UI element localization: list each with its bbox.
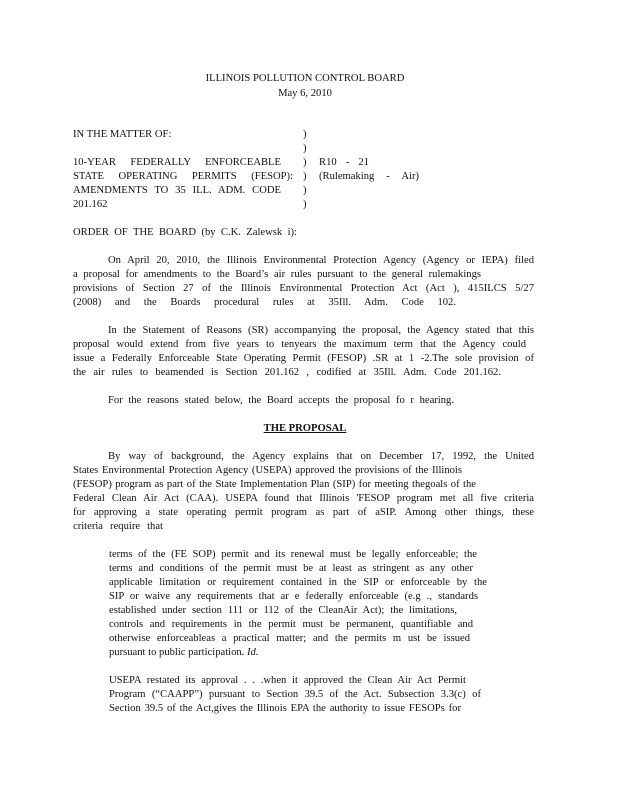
docket-number: R10 - 21 (319, 157, 369, 168)
paragraph-line: criteria require that (73, 521, 163, 532)
quote-line: established under section 111 or 112 of the CleanAir Act); the limitations, (109, 605, 457, 616)
paragraph-line: the air rules to beamended is Section 201.162 , codified at 35Ill. Adm. Code 201.162. (73, 367, 501, 378)
paragraph-line: for approving a state operating permit program as part of aSIP. Among other things, these (73, 507, 534, 518)
caption-paren: ) (303, 185, 307, 196)
quote-line: terms and conditions of the permit must be at least as stringent as any other (109, 563, 473, 574)
quote-line: terms of the (FE SOP) permit and its renewal must be legally enforceable; the (109, 549, 477, 560)
paragraph-line: By way of background, the Agency explains that on December 17, 1992, the United (108, 451, 534, 462)
paragraph-line: issue a Federally Enforceable State Operating Permit (FESOP) .SR at 1 -2.The sole provision of (73, 353, 534, 364)
caption-matter: IN THE MATTER OF: (73, 129, 172, 140)
paragraph-line: USEPA restated its approval . . .when it approved the Clean Air Act Permit (109, 675, 466, 686)
paragraph-line: (2008) and the Boards procedural rules at 35Ill. Adm. Code 102. (73, 297, 456, 308)
caption-paren: ) (303, 199, 307, 210)
board-title: ILLINOIS POLLUTION CONTROL BOARD (205, 73, 405, 84)
paragraph-line: provisions of Section 27 of the Illinois Environmental Protection Act (Act ), 415ILCS 5/27 (73, 283, 534, 294)
paragraph-line: proposal would extend from five years to tenyears the maximum term that the Agency could (73, 339, 526, 350)
caption-line: AMENDMENTS TO 35 ILL. ADM. CODE (73, 185, 281, 196)
caption-paren: ) (303, 171, 307, 182)
paragraph-line: On April 20, 2010, the Illinois Environmental Protection Agency (Agency or IEPA) filed (108, 255, 534, 266)
section-heading: THE PROPOSAL (263, 423, 347, 434)
paragraph-line: Section 39.5 of the Act,gives the Illinois EPA the authority to issue FESOPs for (109, 703, 461, 714)
quote-line: applicable limitation or requirement contained in the SIP or enforceable by the (109, 577, 487, 588)
quote-citation: Id. (247, 647, 259, 658)
caption-line: 201.162 (73, 199, 108, 210)
order-line: ORDER OF THE BOARD (by C.K. Zalewsk i): (73, 227, 297, 238)
quote-line: pursuant to public participation. (109, 647, 245, 658)
paragraph-line: States Environmental Protection Agency (USEPA) approved the provisions of the Illinois (73, 465, 462, 476)
quote-line: otherwise enforceableas a practical matter; and the permits m ust be issued (109, 633, 470, 644)
paragraph-line: Federal Clean Air Act (CAA). USEPA found that Illinois 'FESOP program met all five criteria (73, 493, 534, 504)
caption-line: 10-YEAR FEDERALLY ENFORCEABLE (73, 157, 281, 168)
quote-line: controls and requirements in the permit must be permanent, quantifiable and (109, 619, 473, 630)
paragraph-line: (FESOP) program as part of the State Implementation Plan (SIP) for meeting thegoals of the (73, 479, 476, 490)
caption-paren: ) (303, 143, 307, 154)
document-date: May 6, 2010 (278, 88, 332, 99)
quote-last-line (109, 646, 258, 659)
caption-paren: ) (303, 129, 307, 140)
paragraph-line: a proposal for amendments to the Board’s air rules pursuant to the general rulemakings (73, 269, 481, 280)
caption-line: STATE OPERATING PERMITS (FESOP): (73, 171, 293, 182)
caption-paren: ) (303, 157, 307, 168)
paragraph-line: For the reasons stated below, the Board accepts the proposal fo r hearing. (108, 395, 454, 406)
docket-type: (Rulemaking - Air) (319, 171, 419, 182)
paragraph-line: In the Statement of Reasons (SR) accompanying the proposal, the Agency stated that this (108, 325, 534, 336)
paragraph-line: Program (“CAAPP”) pursuant to Section 39.5 of the Act. Subsection 3.3(c) of (109, 689, 481, 700)
quote-line: SIP or waive any requirements that ar e federally enforceable (e.g ., standards (109, 591, 478, 602)
